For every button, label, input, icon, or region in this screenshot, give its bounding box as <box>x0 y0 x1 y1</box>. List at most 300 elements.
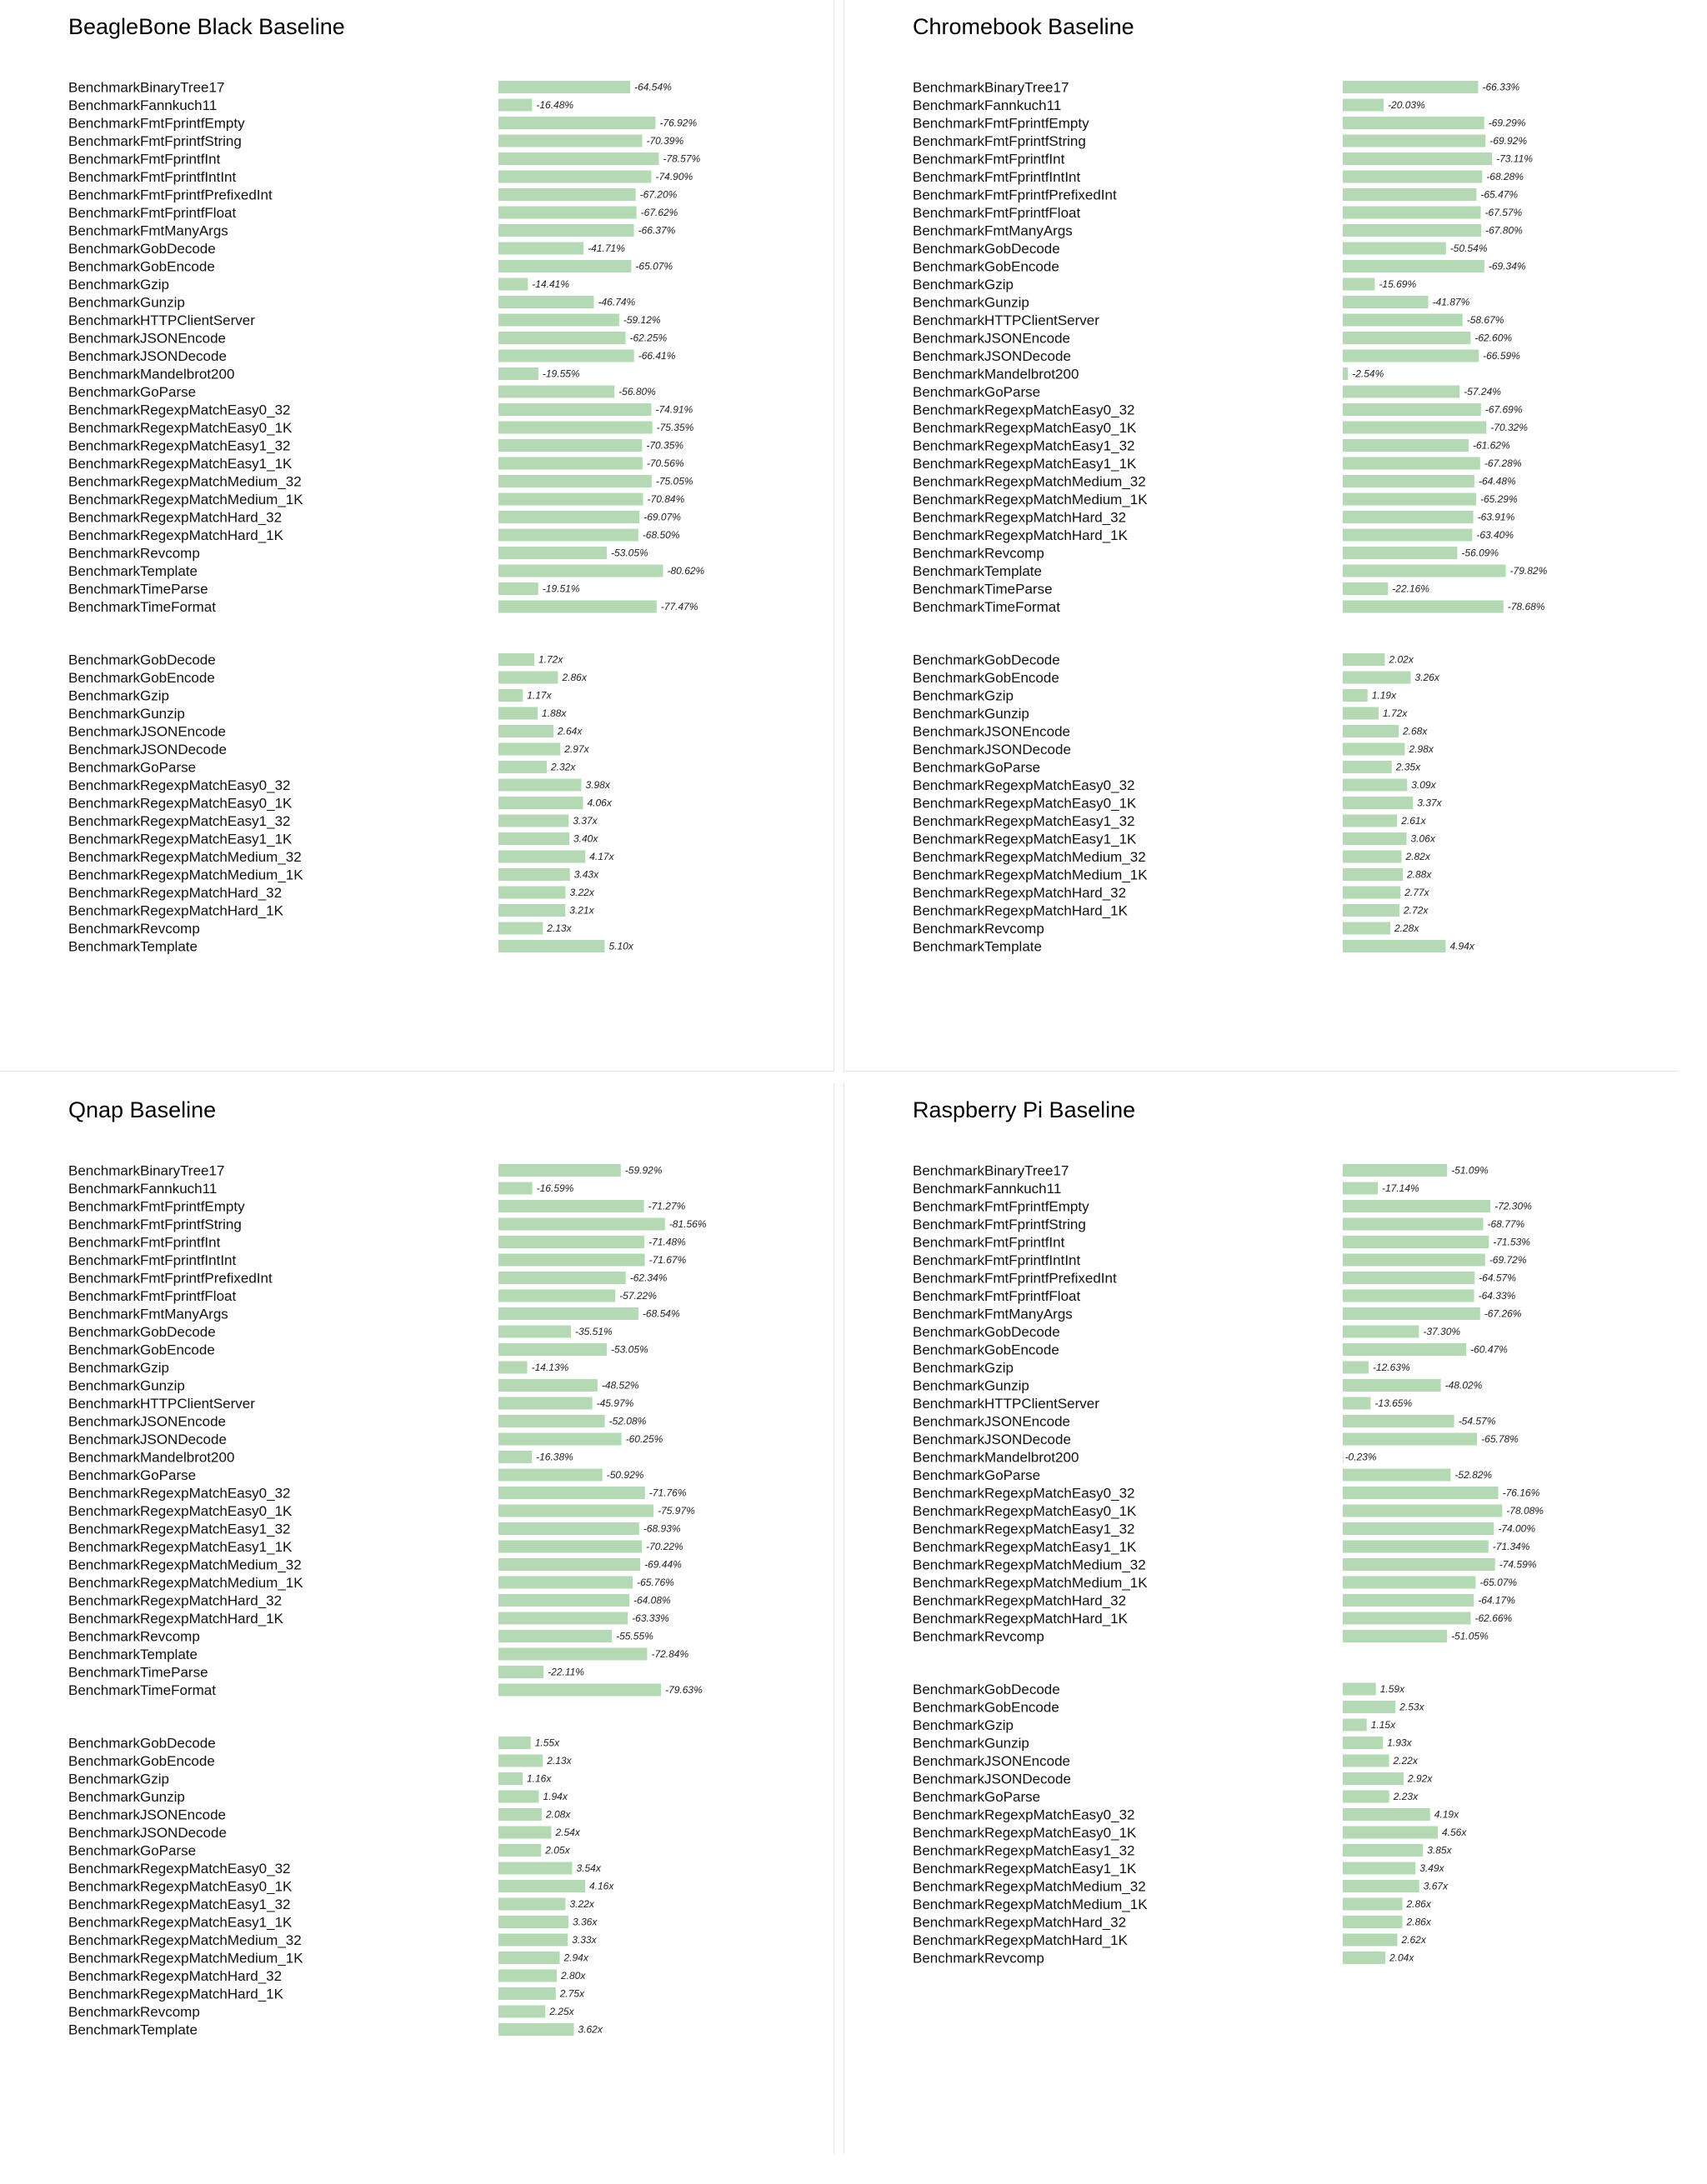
category-label: BenchmarkTimeFormat <box>68 1682 216 1698</box>
bar <box>498 260 631 272</box>
category-label: BenchmarkJSONEncode <box>68 1807 226 1823</box>
category-label: BenchmarkTimeFormat <box>913 599 1060 615</box>
bar <box>498 1898 566 1911</box>
bar <box>498 1630 612 1642</box>
bar <box>1343 1362 1369 1374</box>
bar <box>1343 1307 1480 1320</box>
bar <box>498 242 583 255</box>
data-label: -14.13% <box>531 1362 569 1373</box>
category-label: BenchmarkRegexpMatchEasy1_1K <box>913 1539 1137 1555</box>
category-label: BenchmarkFmtManyArgs <box>913 222 1073 239</box>
bar <box>498 653 534 666</box>
data-label: 3.49x <box>1419 1862 1444 1874</box>
data-label: -14.41% <box>532 278 570 290</box>
bar <box>498 1290 615 1302</box>
chart-panel-beaglebone <box>0 0 834 1072</box>
bar <box>498 672 558 684</box>
data-label: -71.34% <box>1492 1541 1530 1552</box>
data-label: -74.59% <box>1499 1558 1537 1571</box>
category-label: BenchmarkRegexpMatchHard_1K <box>913 1932 1128 1948</box>
bar <box>1343 493 1476 506</box>
category-label: BenchmarkRegexpMatchEasy0_32 <box>68 777 291 793</box>
category-label: BenchmarkRegexpMatchMedium_1K <box>913 1897 1148 1912</box>
category-label: BenchmarkGobDecode <box>913 652 1060 668</box>
data-label: 2.88x <box>1407 868 1432 881</box>
bar <box>498 887 566 899</box>
data-label: -69.92% <box>1489 135 1528 147</box>
category-label: BenchmarkMandelbrot200 <box>68 366 235 382</box>
category-label: BenchmarkRegexpMatchHard_32 <box>913 509 1127 526</box>
data-label: -52.82% <box>1454 1469 1493 1481</box>
bar <box>498 1218 665 1231</box>
data-label: 3.98x <box>585 779 610 791</box>
bar <box>498 1952 560 1964</box>
category-label: BenchmarkTemplate <box>68 563 198 579</box>
category-label: BenchmarkJSONDecode <box>913 742 1071 757</box>
data-label: 2.72x <box>1404 904 1429 917</box>
data-label: 2.54x <box>555 1827 580 1838</box>
category-label: BenchmarkRegexpMatchMedium_32 <box>68 1932 302 1948</box>
data-label: -2.54% <box>1352 367 1384 380</box>
data-label: 2.28x <box>1394 922 1419 934</box>
category-label: BenchmarkGobDecode <box>913 241 1060 257</box>
bar <box>498 1737 531 1749</box>
category-label: BenchmarkRegexpMatchHard_32 <box>913 1592 1127 1609</box>
bar <box>498 1254 645 1267</box>
data-label: 2.61x <box>1401 815 1426 827</box>
data-label: -62.34% <box>629 1272 668 1284</box>
bar <box>498 2023 574 2036</box>
data-label: 3.22x <box>569 887 594 898</box>
category-label: BenchmarkRevcomp <box>68 1628 200 1645</box>
category-label: BenchmarkGobEncode <box>913 1342 1059 1358</box>
category-label: BenchmarkMandelbrot200 <box>68 1449 235 1466</box>
category-label: BenchmarkRegexpMatchEasy0_32 <box>913 402 1135 418</box>
category-label: BenchmarkGobDecode <box>913 1682 1060 1697</box>
bar <box>498 439 642 452</box>
bar <box>1343 278 1374 291</box>
bar <box>1343 743 1405 756</box>
data-label: -61.62% <box>1472 439 1510 452</box>
category-label: BenchmarkTimeParse <box>68 581 208 597</box>
data-label: -60.25% <box>625 1433 663 1445</box>
category-label: BenchmarkFmtFprintfEmpty <box>913 115 1089 132</box>
bar <box>1343 582 1388 595</box>
bar <box>1343 1218 1483 1231</box>
category-label: BenchmarkRegexpMatchMedium_1K <box>68 867 303 883</box>
data-label: -65.07% <box>1479 1577 1518 1588</box>
bar <box>498 224 634 237</box>
data-label: -70.32% <box>1490 422 1528 433</box>
data-label: -62.60% <box>1474 332 1513 344</box>
data-label: 3.85x <box>1427 1844 1452 1857</box>
bar <box>1343 350 1479 362</box>
bar <box>1343 1737 1383 1749</box>
category-label: BenchmarkFannkuch11 <box>68 1181 218 1197</box>
bar <box>498 1487 645 1499</box>
data-label: -67.26% <box>1484 1307 1522 1320</box>
category-label: BenchmarkFannkuch11 <box>913 1181 1062 1197</box>
bar <box>1343 422 1486 434</box>
chart-plot <box>844 1083 1678 2154</box>
category-label: BenchmarkFmtFprintfIntInt <box>913 1252 1081 1268</box>
data-label: -45.97% <box>596 1397 634 1409</box>
category-label: BenchmarkRegexpMatchEasy1_32 <box>68 1521 291 1537</box>
category-label: BenchmarkRegexpMatchEasy0_1K <box>68 1878 293 1895</box>
category-label: BenchmarkFmtFprintfInt <box>913 1234 1065 1251</box>
data-label: -64.54% <box>634 81 672 93</box>
data-label: 1.88x <box>542 707 567 719</box>
bar <box>1343 386 1459 398</box>
category-label: BenchmarkGobDecode <box>68 1735 216 1752</box>
bar <box>498 457 643 470</box>
data-label: -22.11% <box>548 1666 584 1678</box>
bar <box>1343 547 1457 559</box>
data-label: -68.54% <box>642 1307 680 1320</box>
data-label: -65.47% <box>1480 188 1519 201</box>
category-label: BenchmarkRegexpMatchEasy1_1K <box>68 1539 293 1555</box>
data-label: 3.26x <box>1414 672 1439 683</box>
bar <box>1343 1326 1419 1338</box>
category-label: BenchmarkGobEncode <box>913 1699 1059 1716</box>
bar <box>1343 367 1348 380</box>
category-label: BenchmarkRegexpMatchHard_32 <box>68 509 283 526</box>
data-label: -16.48% <box>536 99 574 111</box>
bar <box>1343 224 1481 237</box>
category-label: BenchmarkGunzip <box>913 294 1029 311</box>
category-label: BenchmarkJSONDecode <box>913 1432 1071 1447</box>
category-label: BenchmarkTimeFormat <box>68 599 216 615</box>
bar <box>498 868 570 881</box>
data-label: -19.51% <box>542 582 580 595</box>
data-label: 2.32x <box>551 761 576 773</box>
bar <box>1343 797 1413 809</box>
data-label: 1.55x <box>534 1737 560 1749</box>
bar <box>498 1844 541 1857</box>
bar <box>1343 1164 1447 1177</box>
data-label: 1.72x <box>1383 707 1408 719</box>
category-label: BenchmarkGoParse <box>68 1467 197 1483</box>
bar <box>498 1397 593 1410</box>
category-label: BenchmarkJSONEncode <box>913 330 1070 347</box>
bar <box>498 207 637 219</box>
data-label: -50.92% <box>606 1469 644 1481</box>
category-label: BenchmarkGobEncode <box>68 1753 215 1769</box>
bar <box>1343 1898 1403 1911</box>
bar <box>498 152 658 165</box>
bar <box>1343 1236 1489 1248</box>
data-label: -37.30% <box>1423 1326 1461 1337</box>
data-label: 4.56x <box>1442 1827 1467 1838</box>
category-label: BenchmarkGobEncode <box>913 258 1059 275</box>
bar <box>1343 403 1481 416</box>
category-label: BenchmarkRegexpMatchMedium_1K <box>913 492 1148 507</box>
data-label: -15.69% <box>1379 278 1417 290</box>
data-label: 2.86x <box>1406 1916 1431 1928</box>
data-label: -60.47% <box>1470 1343 1508 1356</box>
data-label: -71.67% <box>648 1254 687 1266</box>
category-label: BenchmarkFmtFprintfFloat <box>913 1288 1081 1304</box>
bar <box>1343 1719 1367 1732</box>
category-label: BenchmarkRevcomp <box>913 1950 1044 1967</box>
data-label: -78.08% <box>1506 1505 1544 1517</box>
bar <box>498 511 639 523</box>
category-label: BenchmarkRegexpMatchHard_1K <box>68 1986 283 2002</box>
data-label: -68.28% <box>1486 171 1524 182</box>
bar <box>498 797 583 809</box>
bar <box>498 332 626 344</box>
category-label: BenchmarkRegexpMatchMedium_1K <box>68 492 303 507</box>
data-label: 2.94x <box>563 1952 588 1964</box>
category-label: BenchmarkFmtFprintfIntInt <box>68 169 237 185</box>
category-label: BenchmarkFmtFprintfFloat <box>68 205 237 221</box>
bar <box>1343 1254 1485 1267</box>
data-label: -63.40% <box>1476 529 1514 541</box>
category-label: BenchmarkRegexpMatchHard_32 <box>68 885 283 901</box>
chart-plot <box>0 0 833 1071</box>
data-label: -76.92% <box>659 117 698 129</box>
category-label: BenchmarkGobEncode <box>913 670 1059 686</box>
category-label: BenchmarkGunzip <box>68 1377 185 1394</box>
data-label: 2.80x <box>561 1970 586 1982</box>
data-label: 2.82x <box>1405 851 1430 862</box>
data-label: 3.09x <box>1411 779 1436 791</box>
data-label: -65.29% <box>1479 493 1518 505</box>
chart-title: Chromebook Baseline <box>913 14 1134 39</box>
data-label: 2.75x <box>559 1987 585 2000</box>
data-label: 1.16x <box>527 1772 552 1785</box>
bar <box>498 601 657 613</box>
chart-plot <box>844 0 1678 1071</box>
data-label: 3.67x <box>1423 1880 1449 1892</box>
category-label: BenchmarkTimeParse <box>68 1664 208 1681</box>
data-label: -51.05% <box>1451 1630 1489 1642</box>
data-label: -66.37% <box>638 224 676 237</box>
bar <box>1343 672 1411 684</box>
data-label: -70.22% <box>646 1541 683 1552</box>
category-label: BenchmarkRegexpMatchMedium_32 <box>68 1557 302 1573</box>
bar <box>498 350 634 362</box>
data-label: 2.97x <box>564 743 589 755</box>
data-label: 4.17x <box>589 851 614 862</box>
data-label: 3.33x <box>572 1934 597 1946</box>
category-label: BenchmarkFmtFprintfString <box>68 133 242 149</box>
category-label: BenchmarkGobDecode <box>68 652 216 668</box>
category-label: BenchmarkFmtFprintfEmpty <box>913 1198 1089 1215</box>
category-label: BenchmarkRegexpMatchEasy1_32 <box>913 1842 1135 1859</box>
bar <box>498 529 638 542</box>
data-label: -62.25% <box>629 332 668 344</box>
bar <box>498 1987 556 2000</box>
bar <box>498 832 569 845</box>
bar <box>498 2006 545 2018</box>
category-label: BenchmarkJSONEncode <box>913 723 1070 740</box>
bar <box>498 314 619 327</box>
bar <box>1343 653 1385 666</box>
data-label: -80.62% <box>667 565 705 577</box>
bar <box>1343 779 1407 792</box>
category-label: BenchmarkFmtFprintfString <box>913 133 1086 149</box>
bar <box>1343 296 1429 308</box>
data-label: 1.94x <box>543 1791 568 1802</box>
data-label: -20.03% <box>1388 99 1425 111</box>
data-label: -71.48% <box>648 1236 686 1248</box>
data-label: -76.16% <box>1502 1487 1540 1499</box>
data-label: -70.84% <box>647 493 685 505</box>
bar <box>1343 1200 1490 1212</box>
category-label: BenchmarkGzip <box>68 277 169 292</box>
bar <box>1343 1415 1454 1427</box>
category-label: BenchmarkRegexpMatchEasy1_32 <box>68 1897 291 1912</box>
data-label: 2.35x <box>1395 761 1421 773</box>
category-label: BenchmarkTimeParse <box>913 581 1053 597</box>
data-label: -64.48% <box>1478 475 1516 487</box>
data-label: -41.71% <box>588 242 625 254</box>
bar <box>1343 1612 1471 1625</box>
data-label: -71.27% <box>648 1200 686 1212</box>
bar <box>498 1862 573 1875</box>
bar <box>498 1522 639 1535</box>
category-label: BenchmarkJSONEncode <box>68 1413 226 1430</box>
category-label: BenchmarkRevcomp <box>68 921 200 937</box>
data-label: -67.57% <box>1484 207 1523 218</box>
category-label: BenchmarkRegexpMatchMedium_32 <box>913 473 1146 490</box>
data-label: -48.52% <box>601 1379 639 1392</box>
data-label: -64.17% <box>1478 1594 1515 1607</box>
category-label: BenchmarkRegexpMatchHard_32 <box>68 1968 283 1984</box>
bar <box>1343 1630 1447 1642</box>
category-label: BenchmarkRegexpMatchHard_1K <box>913 527 1128 543</box>
bar <box>1343 1451 1344 1463</box>
data-label: -66.41% <box>638 350 676 362</box>
bar <box>498 1648 647 1661</box>
data-label: -57.22% <box>619 1290 657 1302</box>
data-label: -67.80% <box>1485 224 1523 237</box>
bar <box>498 779 582 792</box>
category-label: BenchmarkFmtFprintfInt <box>68 1234 221 1251</box>
bar <box>1343 260 1484 272</box>
category-label: BenchmarkRevcomp <box>913 545 1044 562</box>
category-label: BenchmarkRegexpMatchHard_32 <box>913 885 1127 901</box>
chart-panel-raspberry-pi <box>843 1083 1678 2154</box>
bar <box>498 1433 622 1446</box>
category-label: BenchmarkFmtFprintfEmpty <box>68 115 245 132</box>
bar <box>1343 761 1392 773</box>
data-label: -65.07% <box>635 260 673 272</box>
bar <box>498 99 532 112</box>
category-label: BenchmarkRegexpMatchMedium_32 <box>913 1557 1146 1573</box>
category-label: BenchmarkJSONDecode <box>913 1771 1071 1787</box>
data-label: -56.09% <box>1461 547 1499 559</box>
data-label: 2.62x <box>1401 1934 1426 1946</box>
bar <box>1343 922 1390 935</box>
data-label: -46.74% <box>598 296 636 308</box>
data-label: -62.66% <box>1474 1612 1513 1624</box>
bar <box>1343 565 1506 577</box>
data-label: -65.76% <box>637 1577 674 1588</box>
data-label: -0.23% <box>1344 1451 1377 1463</box>
data-label: 2.02x <box>1389 653 1414 666</box>
data-label: 2.77x <box>1404 887 1429 898</box>
category-label: BenchmarkGunzip <box>913 706 1029 722</box>
data-label: 2.05x <box>545 1844 570 1857</box>
bar <box>498 1541 642 1553</box>
data-label: -79.82% <box>1509 565 1548 577</box>
bar <box>498 940 605 952</box>
data-label: 1.93x <box>1387 1737 1412 1749</box>
bar <box>1343 1880 1419 1892</box>
bar <box>1343 171 1482 183</box>
category-label: BenchmarkRegexpMatchEasy0_32 <box>68 1485 291 1502</box>
data-label: -51.09% <box>1451 1164 1489 1177</box>
category-label: BenchmarkRegexpMatchEasy1_1K <box>913 1861 1137 1877</box>
data-label: -73.11% <box>1496 152 1533 165</box>
data-label: -64.33% <box>1478 1290 1516 1302</box>
data-label: 3.36x <box>573 1916 598 1928</box>
data-label: 1.72x <box>538 653 563 666</box>
category-label: BenchmarkRegexpMatchHard_1K <box>68 1611 283 1627</box>
data-label: 2.86x <box>1406 1898 1431 1910</box>
category-label: BenchmarkJSONDecode <box>68 348 227 364</box>
category-label: BenchmarkJSONEncode <box>68 723 226 740</box>
category-label: BenchmarkRegexpMatchMedium_32 <box>68 849 302 865</box>
category-label: BenchmarkRegexpMatchMedium_32 <box>913 1878 1146 1895</box>
category-label: BenchmarkGoParse <box>913 759 1041 776</box>
bar <box>498 1684 661 1697</box>
category-label: BenchmarkGunzip <box>68 706 185 722</box>
bar <box>498 582 538 595</box>
data-label: -59.12% <box>623 314 661 326</box>
bar <box>498 689 523 702</box>
category-label: BenchmarkRegexpMatchMedium_32 <box>68 473 302 490</box>
data-label: -69.34% <box>1488 260 1526 272</box>
data-label: -67.20% <box>639 188 678 201</box>
data-label: 5.10x <box>608 940 633 952</box>
bar <box>498 493 643 506</box>
category-label: BenchmarkBinaryTree17 <box>68 1162 225 1179</box>
category-label: BenchmarkJSONDecode <box>68 1825 227 1841</box>
bar <box>1343 1701 1395 1713</box>
bar <box>1343 1577 1475 1589</box>
category-label: BenchmarkGobDecode <box>68 1324 216 1340</box>
category-label: BenchmarkJSONEncode <box>913 1753 1070 1769</box>
category-label: BenchmarkRegexpMatchEasy1_1K <box>68 1914 293 1931</box>
bar <box>1343 511 1474 523</box>
data-label: 2.68x <box>1403 725 1428 737</box>
data-label: 2.22x <box>1393 1755 1418 1767</box>
category-label: BenchmarkFmtFprintfInt <box>68 151 221 167</box>
category-label: BenchmarkFmtFprintfFloat <box>68 1288 237 1304</box>
data-label: -67.69% <box>1484 403 1523 416</box>
category-label: BenchmarkTemplate <box>68 938 198 955</box>
bar <box>1343 1755 1389 1767</box>
category-label: BenchmarkFannkuch11 <box>68 97 218 113</box>
data-label: 4.16x <box>589 1880 614 1892</box>
bar <box>1343 868 1403 881</box>
category-label: BenchmarkGobEncode <box>68 1342 215 1358</box>
category-label: BenchmarkRegexpMatchHard_32 <box>68 1592 283 1609</box>
category-label: BenchmarkRegexpMatchEasy0_32 <box>913 777 1135 793</box>
bar <box>498 1469 603 1482</box>
bar <box>498 1594 629 1607</box>
data-label: -16.38% <box>536 1451 573 1463</box>
data-label: -70.35% <box>646 439 684 452</box>
bar <box>498 1200 644 1212</box>
bar <box>1343 832 1407 845</box>
category-label: BenchmarkGzip <box>913 687 1014 704</box>
bar <box>1343 207 1481 219</box>
bar <box>1343 439 1469 452</box>
